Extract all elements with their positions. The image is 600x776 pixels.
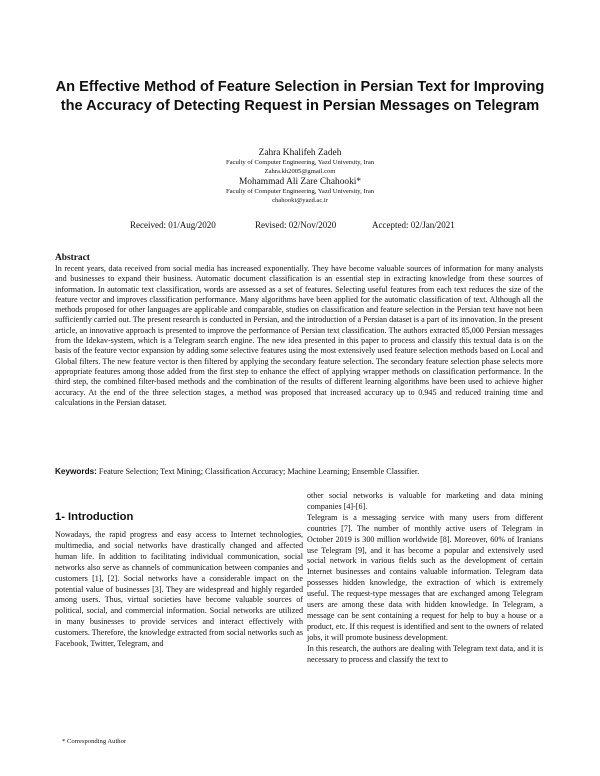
paragraph: other social networks is valuable for marketing and data mining companies [4]-[6]. — [307, 491, 543, 511]
author-name: Zahra Khalifeh Zadeh — [258, 148, 342, 158]
abstract-heading: Abstract — [55, 253, 90, 263]
received-date: Received: 01/Aug/2020 — [130, 220, 216, 230]
keywords-list: Feature Selection; Text Mining; Classification Accuracy; Machine Learning; Ensemble Classifier. — [96, 467, 420, 476]
keywords-label: Keywords: — [55, 467, 97, 476]
author-affiliation: Faculty of Computer Engineering, Yazd University, Iran — [225, 159, 375, 166]
accepted-date: Accepted: 02/Jan/2021 — [372, 220, 455, 230]
section-heading: 1- Introduction — [55, 511, 134, 523]
author-block — [150, 147, 450, 205]
revised-date: Revised: 02/Nov/2020 — [255, 220, 337, 230]
paragraph: Telegram is a messaging service with many users from different countries [7]. The number of monthly active users of Telegram in October 2019 is 300 million worldwide [8]. Moreover, 60% of Iranians use Telegram [9], and it has become a popular and extensively used social network in various fields such as the development of certain Internet businesses and contains valuable information. Telegram data possesses hidden knowledge, the extraction of which is extremely useful. The request-type messages that are exchanged among Telegram users are among these data with hidden knowledge. In Telegram, a message can be sent containing a request for help to buy a house or a product, etc. If this request is identified and sent to the owners of related jobs, it will promote business development. — [307, 512, 543, 642]
author-email: Zahra.kh2005@gmail.com — [264, 167, 336, 175]
abstract-text: In recent years, data received from social media has increased exponentially. They have become valuable sources of information for many analysts and businesses to expand their business. Automatic document classification is an essential step in extracting knowledge from these sources of information. In automatic text classification, words are assessed as a set of features. Selecting useful features from each text reduces the size of the feature vector and improves classification performance. Many algorithms have been applied for the automatic classification of text. Although all the methods proposed for other languages are applicable and comparable, studies on classification and feature selection in the Persian text have not been sufficiently carried out. The present research is conducted in Persian, and the introduction of a Persian dataset is a part of its innovation. In the present article, an innovative approach is presented to improve the performance of Persian text classification. The authors extracted 85,000 Persian messages from the Idekav-system, which is a Telegram search engine. The new idea presented in this paper to process and classify this textual data is on the basis of the feature vector expansion by adding some selective features using the most extensively used feature selection methods based on Local and Global filters. The new feature vector is then filtered by applying the secondary feature selection. The secondary feature selection phase selects more appropriate features among those added from the first step to enhance the effect of applying wrapper methods on classification performance. In the third step, the combined filter-based methods and the combination of the results of different learning algorithms have been used to achieve higher accuracy. At the end of the three selection stages, a method was proposed that increased accuracy up to 0.945 and reduced training time and calculations in the Persian dataset. — [55, 264, 543, 407]
paragraph: Nowadays, the rapid progress and easy access to Internet technologies, multimedia, and social networks have drastically changed and affected human life. In addition to facilitating individual communication, social networks also serve as channels of communication between companies and customers [1], [2]. Social networks have a considerable impact on the potential value of businesses [3]. They are widespread and highly regarded among users. Thus, virtual societies have become valuable sources of political, social, and commercial information. Social networks are utilized in many businesses to provide services and interact effectively with customers. Therefore, the knowledge extracted from social networks such as Facebook, Twitter, Telegram, and — [55, 530, 303, 649]
paper-title: An Effective Method of Feature Selection in Persian Text for Improving the Accuracy of Detecting Request in Persian Messages on Telegram — [55, 79, 545, 114]
corresponding-author-footnote: * Corresponding Author — [62, 738, 127, 745]
author-email: chahooki@yazd.ac.ir — [272, 196, 328, 204]
author-name: Mohammad Ali Zare Chahooki* — [238, 177, 362, 188]
paragraph: In this research, the authors are dealing with Telegram text data, and it is necessary to process and classify the text to — [307, 643, 543, 664]
keywords — [55, 467, 555, 476]
author-affiliation: Faculty of Computer Engineering, Yazd University, Iran — [225, 188, 375, 196]
left-column — [55, 530, 303, 650]
right-column — [307, 491, 543, 666]
